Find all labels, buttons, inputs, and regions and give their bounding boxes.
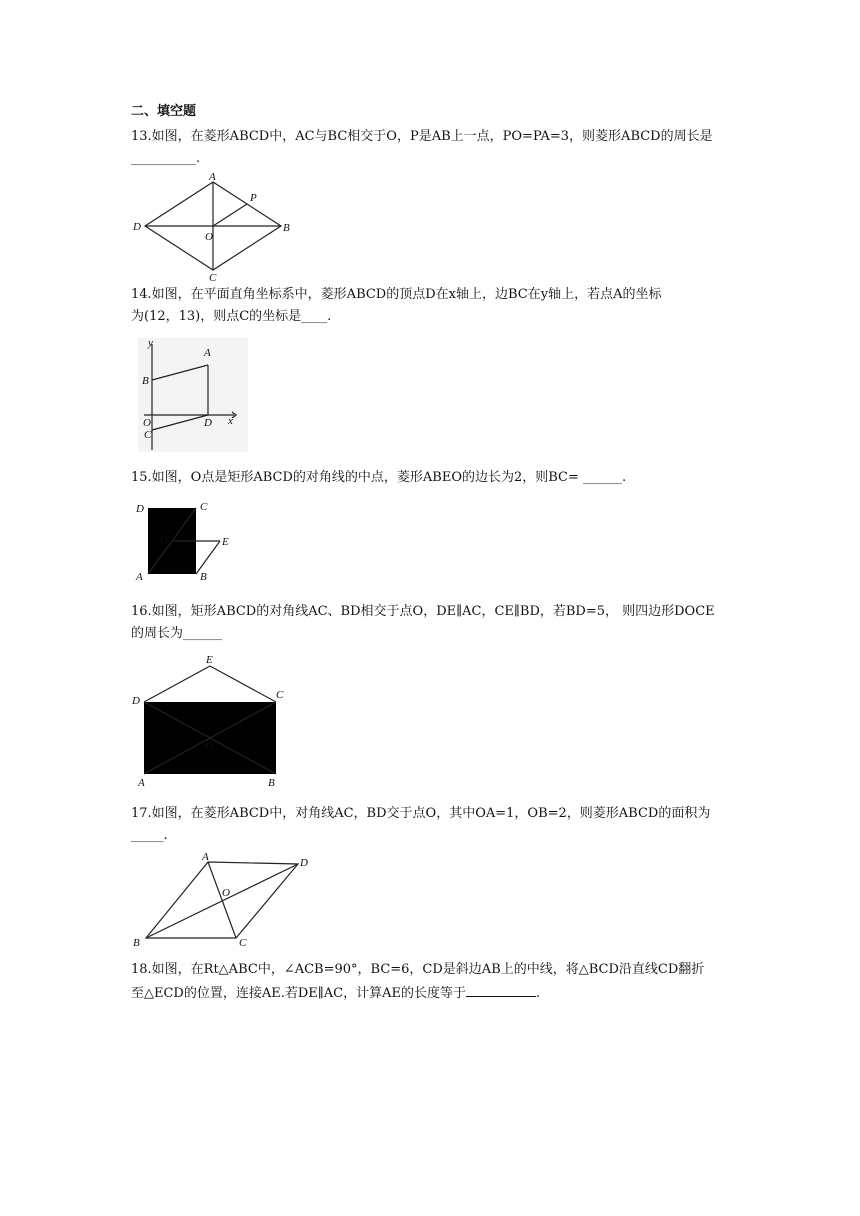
question-18-line-2: [131, 982, 540, 1004]
label-e: E: [222, 536, 229, 548]
segment-ec: [210, 666, 276, 702]
label-b: B: [268, 777, 275, 789]
question-18-line-2-text: 至△ECD的位置，连接AE.若DE∥AC，计算AE的长度等于: [131, 986, 466, 1001]
question-17-line-1: 17.如图，在菱形ABCD中，对角线AC，BD交于点O，其中OA=1，OB=2，则菱形ABCD的面积为: [131, 806, 711, 821]
figure-14-coordinate-rhombus: [138, 338, 250, 454]
figure-background: [138, 338, 248, 452]
label-c: C: [209, 272, 217, 284]
label-c: C: [144, 429, 152, 441]
question-13-line-1: 13.如图，在菱形ABCD中，AC与BC相交于O，P是AB上一点，PO=PA=3，则菱形ABCD的周长是: [131, 129, 713, 144]
label-b: B: [283, 222, 290, 234]
label-e: E: [206, 654, 213, 666]
label-d: D: [132, 695, 140, 707]
question-14-line-2: 为(12，13)，则点C的坐标是____.: [131, 309, 332, 324]
label-d: D: [133, 221, 141, 233]
question-16-line-2: 的周长为______: [131, 626, 223, 641]
question-14-line-1: 14.如图，在平面直角坐标系中，菱形ABCD的顶点D在x轴上，边BC在y轴上，若点A的坐标: [131, 287, 662, 302]
label-a: A: [138, 777, 145, 789]
label-c: C: [276, 689, 284, 701]
label-c: C: [239, 937, 247, 949]
label-o: O: [205, 741, 213, 753]
segment-op: [213, 204, 247, 226]
question-16-line-1: 16.如图，矩形ABCD的对角线AC、BD相交于点O，DE∥AC，CE∥BD，若BD=5， 则四边形DOCE: [131, 604, 715, 619]
label-x: x: [228, 415, 233, 427]
label-a: A: [202, 851, 209, 863]
label-d: D: [204, 417, 212, 429]
label-o: O: [222, 887, 230, 899]
label-o: O: [160, 534, 168, 546]
figure-15-rectangle-rhombus: [130, 498, 250, 584]
question-15-line-1: 15.如图，O点是矩形ABCD的对角线的中点，菱形ABEO的边长为2，则BC= ______.: [131, 470, 627, 485]
answer-blank: [466, 982, 536, 997]
label-d: D: [136, 503, 144, 515]
figure-13-rhombus: [125, 170, 305, 284]
label-c: C: [200, 501, 208, 513]
figure-16-rectangle: [130, 652, 300, 788]
question-17-line-2: _____.: [131, 828, 168, 843]
label-o: O: [205, 231, 213, 243]
diagonal-bd: [146, 864, 298, 938]
diagonal-ac: [208, 862, 236, 938]
segment-eb: [196, 541, 220, 574]
question-13-line-2: __________.: [131, 151, 201, 166]
segment-de: [144, 666, 210, 702]
label-b: B: [200, 571, 207, 583]
label-b: B: [142, 375, 149, 387]
label-a: A: [209, 171, 216, 183]
label-p: P: [250, 192, 257, 204]
label-b: B: [133, 937, 140, 949]
label-a: A: [136, 571, 143, 583]
section-heading: 二、填空题: [131, 104, 197, 119]
label-y: y: [148, 337, 153, 349]
question-18-line-1: 18.如图，在Rt△ABC中，∠ACB=90°，BC=6，CD是斜边AB上的中线，将△BCD沿直线CD翻折: [131, 962, 705, 977]
label-o: O: [143, 417, 151, 429]
question-18-line-2-end: .: [536, 986, 541, 1001]
label-d: D: [300, 857, 308, 869]
figure-17-rhombus: [128, 850, 318, 950]
label-a: A: [204, 347, 211, 359]
